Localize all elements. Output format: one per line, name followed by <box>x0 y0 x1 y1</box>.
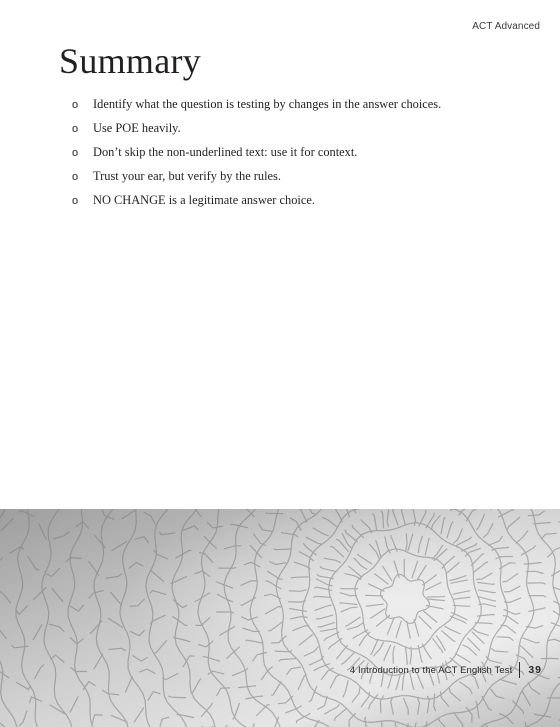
list-item-text: Don’t skip the non-underlined text: use it for context. <box>93 145 358 159</box>
running-head: ACT Advanced <box>472 21 540 32</box>
list-item-text: NO CHANGE is a legitimate answer choice. <box>93 193 315 207</box>
list-item-text: Use POE heavily. <box>93 121 181 135</box>
bullet-marker: o <box>72 195 79 207</box>
page-title: Summary <box>59 41 202 81</box>
bullet-marker: o <box>72 171 79 183</box>
puzzle-pattern-image <box>0 509 560 727</box>
list-item-text: Identify what the question is testing by changes in the answer choices. <box>93 97 442 111</box>
bullet-marker: o <box>72 147 79 159</box>
list-item <box>72 97 532 113</box>
list-item <box>72 145 532 161</box>
footer-divider <box>519 662 520 678</box>
list-item-text: Trust your ear, but verify by the rules. <box>93 169 281 183</box>
list-item <box>72 121 532 137</box>
page-number: 39 <box>528 664 542 676</box>
footer-chapter: 4 Introduction to the ACT English Test <box>349 664 513 676</box>
page-footer <box>350 662 542 678</box>
list-item <box>72 169 532 185</box>
list-item <box>72 193 532 209</box>
bullet-marker: o <box>72 123 79 135</box>
summary-list <box>72 97 532 217</box>
bullet-marker: o <box>72 99 79 111</box>
